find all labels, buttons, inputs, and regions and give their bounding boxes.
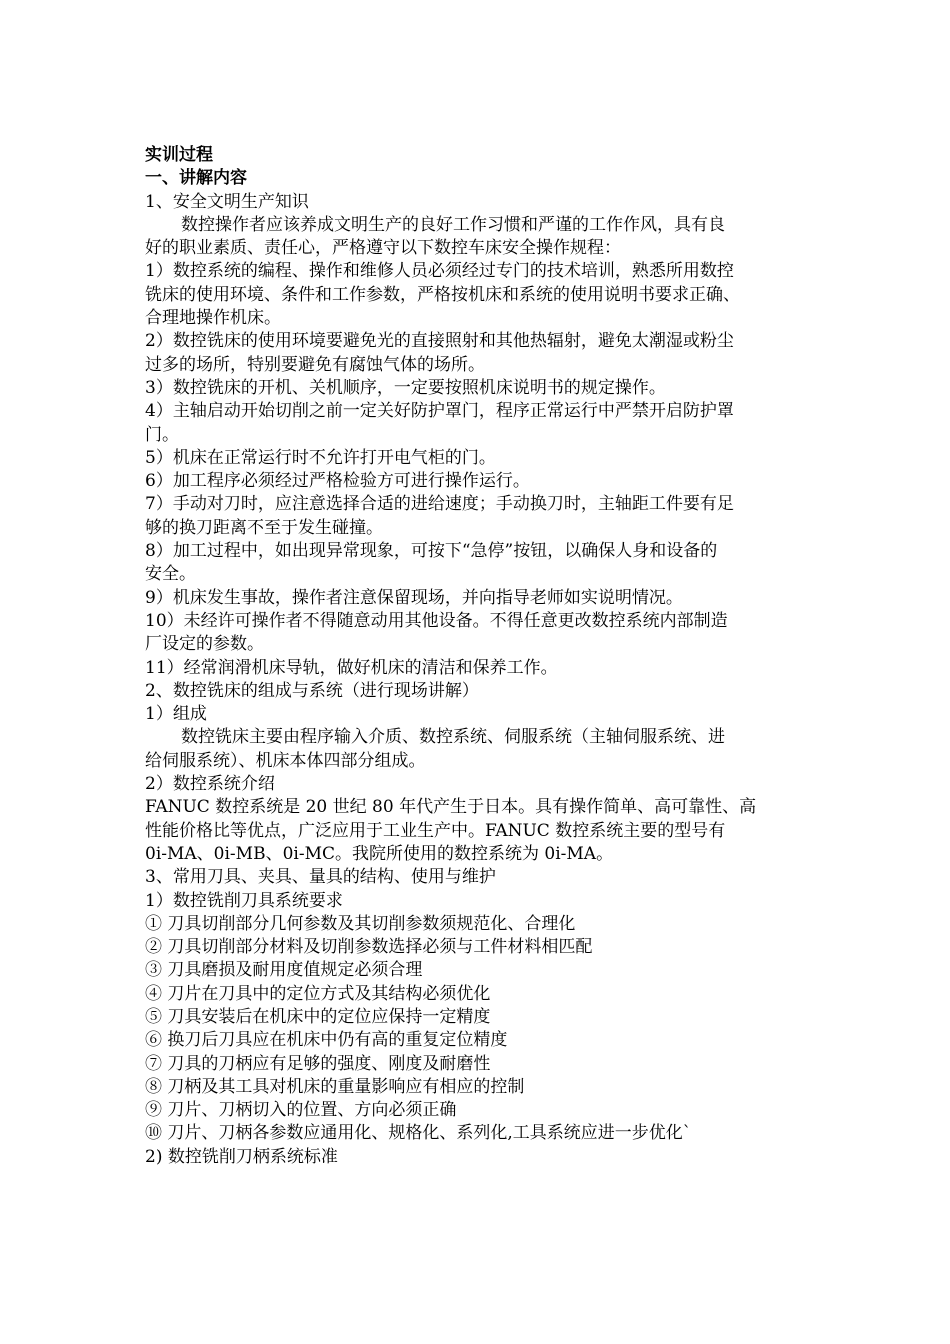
text-line: 2）数控铣床的使用环境要避免光的直接照射和其他热辐射，避免太潮湿或粉尘 xyxy=(145,331,734,352)
text-line: 铣床的使用环境、条件和工作参数，严格按机床和系统的使用说明书要求正确、 xyxy=(145,284,740,305)
text-line: ⑨ 刀片、刀柄切入的位置、方向必须正确 xyxy=(145,1100,457,1121)
text-line: 过多的场所，特别要避免有腐蚀气体的场所。 xyxy=(145,354,485,375)
text-line: 1）数控系统的编程、操作和维修人员必须经过专门的技术培训，熟悉所用数控 xyxy=(145,261,734,282)
text-line: ① 刀具切削部分几何参数及其切削参数须规范化、合理化 xyxy=(145,913,576,934)
text-line: 够的换刀距离不至于发生碰撞。 xyxy=(145,517,383,538)
text-line: 1、安全文明生产知识 xyxy=(145,191,309,212)
text-line: ④ 刀片在刀具中的定位方式及其结构必须优化 xyxy=(145,983,491,1004)
text-line: 2) 数控铣削刀柄系统标准 xyxy=(145,1146,338,1167)
text-line: ⑦ 刀具的刀柄应有足够的强度、刚度及耐磨性 xyxy=(145,1053,491,1074)
text-line: 3）数控铣床的开机、关机顺序，一定要按照机床说明书的规定操作。 xyxy=(145,377,666,398)
text-line: FANUC 数控系统是 20 世纪 80 年代产生于日本。具有操作简单、高可靠性、高 xyxy=(145,797,757,818)
text-line: ⑧ 刀柄及其工具对机床的重量影响应有相应的控制 xyxy=(145,1076,525,1097)
text-line: 5）机床在正常运行时不允许打开电气柜的门。 xyxy=(145,447,496,468)
text-line: 3、常用刀具、夹具、量具的结构、使用与维护 xyxy=(145,867,496,888)
section-heading: 一、讲解内容 xyxy=(145,168,247,189)
text-line: 门。 xyxy=(145,424,179,445)
text-line: ⑥ 换刀后刀具应在机床中仍有高的重复定位精度 xyxy=(145,1030,508,1051)
text-line: 好的职业素质、责任心，严格遵守以下数控车床安全操作规程： xyxy=(145,238,621,259)
text-line: 2、数控铣床的组成与系统（进行现场讲解） xyxy=(145,680,479,701)
text-line: 2）数控系统介绍 xyxy=(145,774,275,795)
text-line: 厂设定的参数。 xyxy=(145,634,264,655)
text-line: 数控操作者应该养成文明生产的良好工作习惯和严谨的工作作风，具有良 xyxy=(181,214,725,235)
text-line: ② 刀具切削部分材料及切削参数选择必须与工件材料相匹配 xyxy=(145,937,593,958)
text-line: 8）加工过程中，如出现异常现象，可按下“急停”按钮，以确保人身和设备的 xyxy=(145,541,718,562)
text-line: 9）机床发生事故，操作者注意保留现场，并向指导老师如实说明情况。 xyxy=(145,587,683,608)
text-line: 给伺服系统）、机床本体四部分组成。 xyxy=(145,750,426,771)
text-line: ③ 刀具磨损及耐用度值规定必须合理 xyxy=(145,960,423,981)
document-page xyxy=(145,144,825,1169)
text-line: 4）主轴启动开始切削之前一定关好防护罩门，程序正常运行中严禁开启防护罩 xyxy=(145,401,734,422)
text-line: 1）组成 xyxy=(145,704,207,725)
text-line: 安全。 xyxy=(145,564,196,585)
text-line: 性能价格比等优点，广泛应用于工业生产中。FANUC 数控系统主要的型号有 xyxy=(145,820,726,841)
text-line: ⑤ 刀具安装后在机床中的定位应保持一定精度 xyxy=(145,1006,491,1027)
text-line: 10）未经许可操作者不得随意动用其他设备。不得任意更改数控系统内部制造 xyxy=(145,610,728,631)
text-line: 数控铣床主要由程序输入介质、数控系统、伺服系统（主轴伺服系统、进 xyxy=(181,727,725,748)
section-heading: 实训过程 xyxy=(145,145,213,165)
text-line: 0i-MA、0i-MB、0i-MC。我院所使用的数控系统为 0i-MA。 xyxy=(145,843,614,864)
text-line: 11）经常润滑机床导轨，做好机床的清洁和保养工作。 xyxy=(145,657,558,678)
text-line: ⑩ 刀片、刀柄各参数应通用化、规格化、系列化,工具系统应进一步优化` xyxy=(145,1123,692,1144)
text-line: 6）加工程序必须经过严格检验方可进行操作运行。 xyxy=(145,471,530,492)
text-line: 7）手动对刀时，应注意选择合适的进给速度；手动换刀时，主轴距工件要有足 xyxy=(145,494,734,515)
text-line: 合理地操作机床。 xyxy=(145,308,281,329)
text-line: 1）数控铣削刀具系统要求 xyxy=(145,890,343,911)
